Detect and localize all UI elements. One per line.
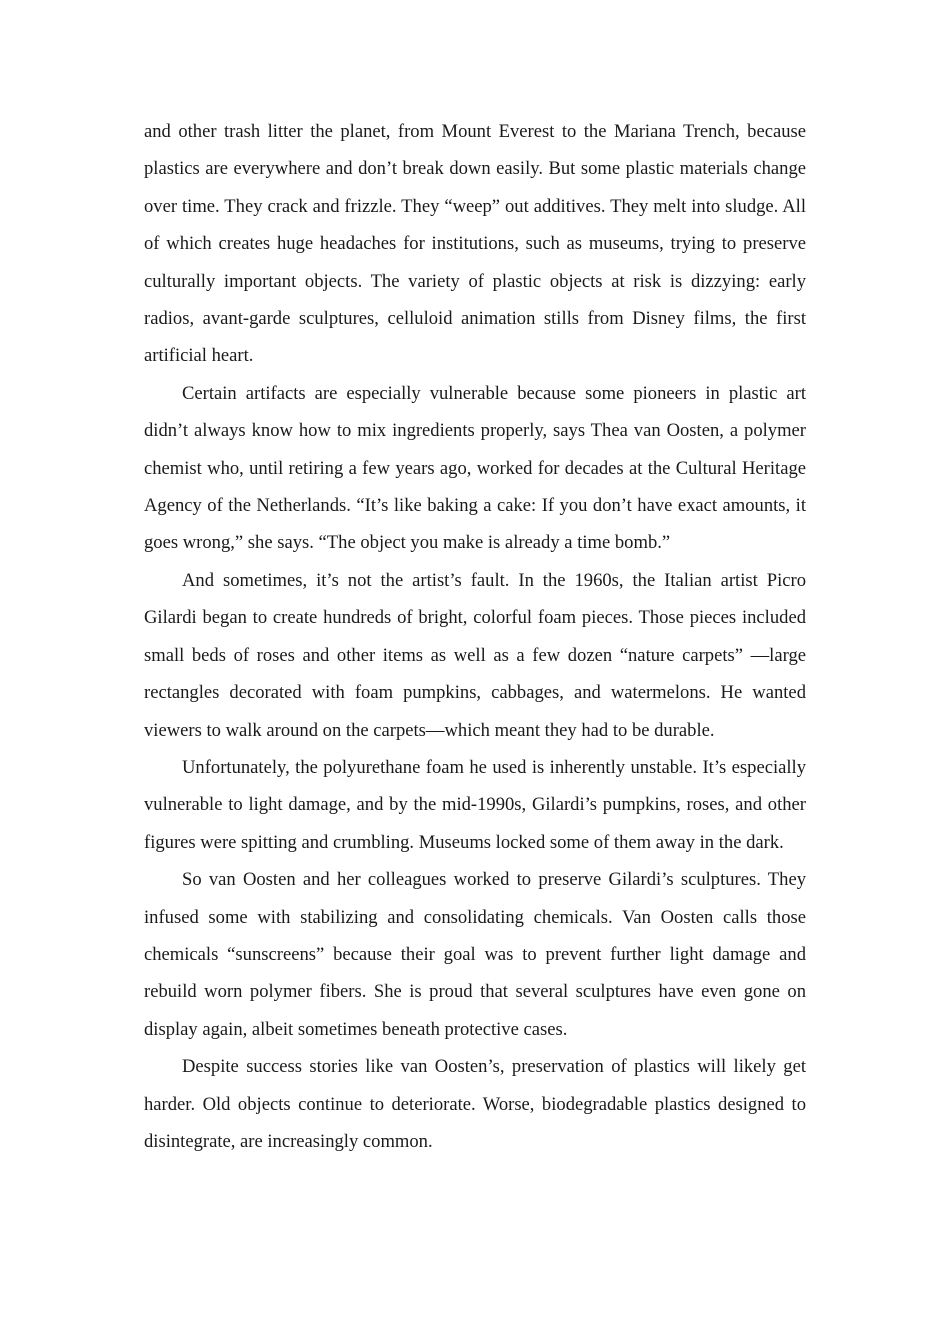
paragraph-3: And sometimes, it’s not the artist’s fault. In the 1960s, the Italian artist Picro Gilardi began to create hundreds of bright, colorful foam pieces. Those pieces included small beds of roses and other items as well as a few dozen “nature carpets” —large rectangles decorated with foam pumpkins, cabbages, and watermelons. He wanted viewers to walk around on the carpets—which meant they had to be durable.	[144, 569, 806, 741]
paragraph-6: Despite success stories like van Oosten’s, preservation of plastics will likely get harder. Old objects continue to deteriorate. Worse, biodegradable plastics designed to disintegrate, are increasingly common.	[144, 1056, 806, 1152]
paragraph-4: Unfortunately, the polyurethane foam he used is inherently unstable. It’s especially vulnerable to light damage, and by the mid-1990s, Gilardi’s pumpkins, roses, and other figures were spitting and crumbling. Museums locked some of them away in the dark.	[144, 756, 806, 853]
paragraph-5: So van Oosten and her colleagues worked to preserve Gilardi’s sculptures. They infused some with stabilizing and consolidating chemicals. Van Oosten calls those chemicals “sunscreens” because their goal was to prevent further light damage and rebuild worn polymer fibers. She is proud that several sculptures have even gone on display again, albeit sometimes beneath protective cases.	[144, 869, 806, 1040]
paragraph-2: Certain artifacts are especially vulnerable because some pioneers in plastic art didn’t always know how to mix ingredients properly, says Thea van Oosten, a polymer chemist who, until retiring a few years ago, worked for decades at the Cultural Heritage Agency of the Netherlands. “It’s like baking a cake: If you don’t have exact amounts, it goes wrong,” she says. “The object you make is already a time bomb.”	[144, 382, 806, 554]
paragraph-1: and other trash litter the planet, from Mount Everest to the Mariana Trench, because plastics are everywhere and don’t break down easily. But some plastic materials change over time. They crack and frizzle. They “weep” out additives. They melt into sludge. All of which creates huge headaches for institutions, such as museums, trying to preserve culturally important objects. The variety of plastic objects at risk is dizzying: early radios, avant-garde sculptures, celluloid animation stills from Disney films, the first artificial heart.	[144, 121, 806, 367]
document-page	[144, 113, 806, 1160]
